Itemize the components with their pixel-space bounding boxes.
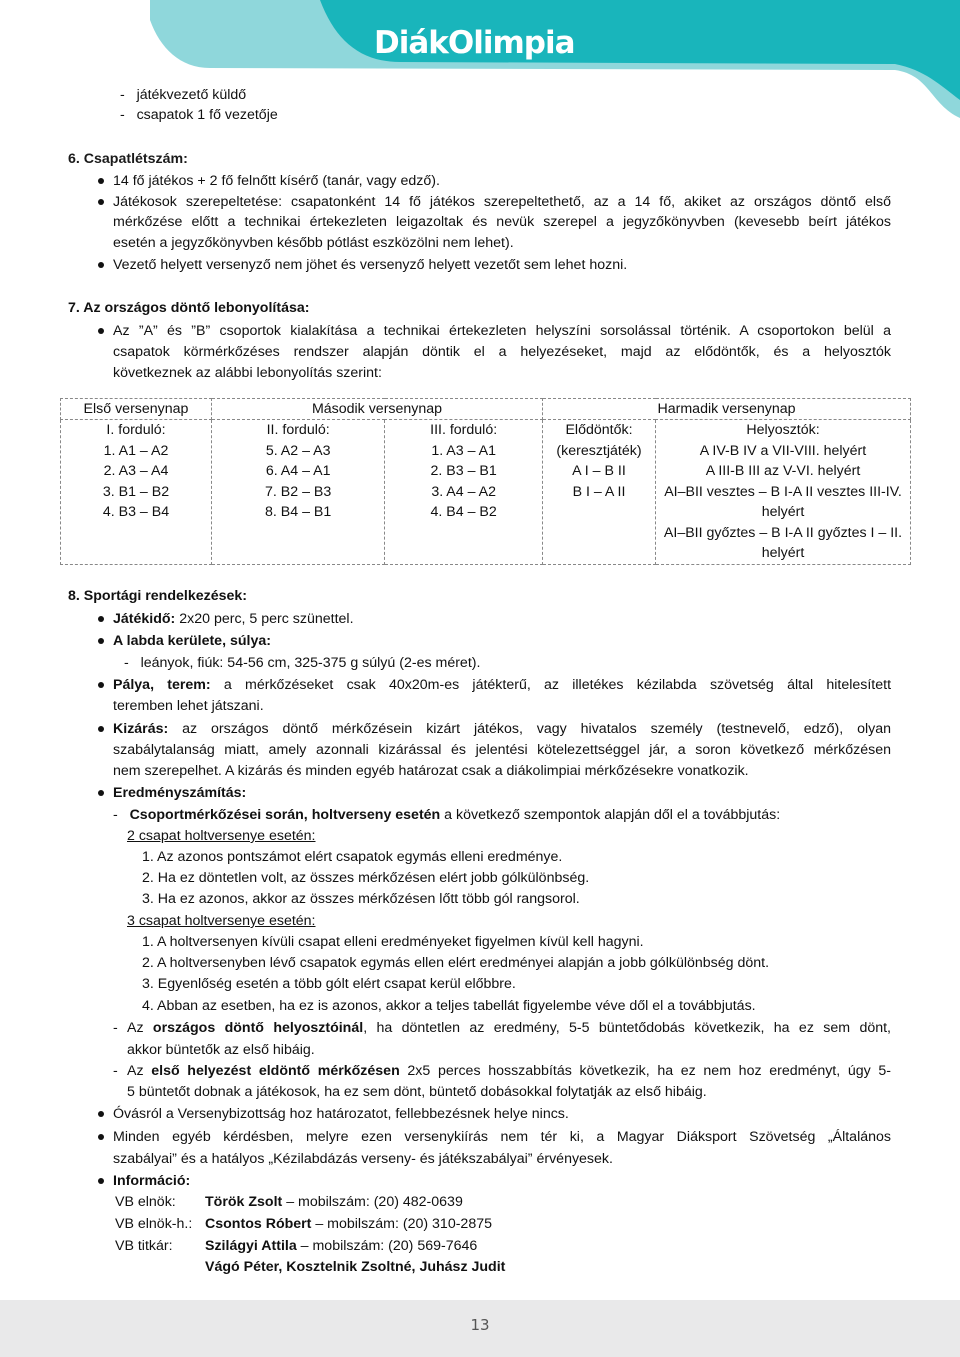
table-row [61,399,911,420]
paragraph-line: 5 büntetőt dobnak a játékosok, ha ez sem dönt, büntető dobásokkal folytatják az első hibáig. [127,1084,707,1100]
paragraph-line: 14 fő játékos + 2 fő felnőtt kísérő (tanár, vagy edző). [113,173,440,189]
placement-cell: Helyosztók: A IV-B IV a VII-VIII. helyért A III-B III az V-VI. helyért AI–BII vesztes – B I-A II vesztes III-IV. helyért AI–BII győztes – B I-A II győztes I – II. helyért [656,420,911,565]
bullet-icon [98,1111,104,1117]
list-item: 4. Abban az esetben, ha ez is azonos, akkor a teljes tabellát figyelembe véve dől el a továbbjutás. [142,998,756,1014]
semifinal-cell: Elődöntők: (keresztjáték) A I – B II B I – A II [543,420,656,565]
list-item: - játékvezető küldő [120,87,247,103]
paragraph-line: szabálytalanság miatt, amely azonnali kizárással és jelentési kötelezettséggel jár, a soron következő mérkőzésen [113,742,891,758]
list-item: - leányok, fiúk: 54-56 cm, 325-375 g súlyú (2-es méret). [124,655,481,671]
section-7-title: 7. Az országos döntő lebonyolítása: [68,300,310,316]
bullet-icon [98,616,104,622]
list-item: 3. Egyenlőség esetén a több gólt elért csapat kerül előbbre. [142,976,516,992]
bullet-icon [98,262,104,268]
list-item: - csapatok 1 fő vezetője [120,107,278,123]
contact-role: VB titkár: [115,1238,173,1254]
paragraph-line: Óvásról a Versenybizottság hoz határozatot, fellebbezésnek helye nincs. [113,1106,569,1122]
paragraph-line: Az ”A” és ”B” csoportok kialakítása a technikai értekezleten helyszíni sorsolással történik. A csoportokon belül a [113,323,891,339]
paragraph-line: akkor büntetők az első hibáig. [127,1042,315,1058]
paragraph-line: mérkőzése előtt a technikai értekezleten leigazoltak és nevük szerepel a jegyzőkönyvben (kevesebb beírt játékos [113,214,891,230]
list-item: - Csoportmérkőzései során, holtverseny esetén a következő szempontok alapján dől el a továbbjutás: [113,807,781,823]
list-item: 2. A holtversenyben lévő csapatok egymás ellen elért eredményei alapján a jobb gólkülönbség dönt. [142,955,770,971]
paragraph-line: Játékidő: 2x20 perc, 5 perc szünettel. [113,611,354,627]
day-2-header: Második versenynap [212,399,543,420]
contact-line: Török Zsolt – mobilszám: (20) 482-0639 [205,1194,463,1210]
contact-extra-names: Vágó Péter, Kosztelnik Zsoltné, Juhász Judit [205,1259,506,1275]
bullet-icon [98,682,104,688]
day-1-header: Első versenynap [61,399,212,420]
list-item: 1. A holtversenyen kívüli csapat elleni eredményeket figyelmen kívül kell hagyni. [142,934,644,950]
paragraph-line: esetén a jegyzőkönyvben később pótlást eszközölni nem lehet). [113,235,514,251]
paragraph-line: Az országos döntő helyosztóinál, ha döntetlen az eredmény, 5-5 büntetődobás következik, ha ez sem dönt, [127,1020,891,1036]
bullet-icon [98,790,104,796]
diakolimpia-logo: DiákOlimpia [374,25,575,61]
list-item: 3. Ha ez azonos, akkor az összes mérkőzésen lőtt több gól rangsorol. [142,891,580,907]
paragraph-line: Pálya, terem: a mérkőzéseket csak 40x20m-es játékterű, az illetékes kézilabda szövetség által hitelesített [113,677,892,693]
paragraph-line: teremben lehet játszani. [113,698,264,714]
subsection-title: 2 csapat holtversenye esetén: [127,828,316,844]
section-6-title: 6. Csapatlétszám: [68,151,188,167]
paragraph-line: Információ: [113,1173,191,1189]
paragraph-line: csapatok körmérkőzéses rendszer alapján döntik el a helyezéseket, majd az elődöntők, és a helyosztók [113,344,891,360]
schedule-table [60,398,911,565]
list-item: 2. Ha ez döntetlen volt, az összes mérkőzésen elért jobb gólkülönbség. [142,870,590,886]
paragraph-line: Az első helyezést eldöntő mérkőzésen 2x5 perces hosszabbítás következik, ha ez nem hoz eredményt, úgy 5- [127,1063,892,1079]
bullet-icon [98,178,104,184]
contact-line: Szilágyi Attila – mobilszám: (20) 569-7646 [205,1238,478,1254]
paragraph-line: Eredményszámítás: [113,785,247,801]
paragraph-line: Játékosok szerepeltetése: csapatonként 14 fő játékos szerepeltethető, az a 14 fő, akiket az országos döntő első [113,194,891,210]
bullet-icon [98,726,104,732]
day-3-header: Harmadik versenynap [543,399,911,420]
paragraph-line: Kizárás: az országos döntő mérkőzésein kizárt játékos, vagy hivatalos személy (testnevelő, edző), olyan [113,721,891,737]
contact-role: VB elnök: [115,1194,176,1210]
round-3-cell: III. forduló: 1. A3 – A1 2. B3 – B1 3. A4 – A2 4. B4 – B2 [385,420,543,565]
list-item: - [113,1020,118,1036]
round-1-cell: I. forduló: 1. A1 – A2 2. A3 – A4 3. B1 – B2 4. B3 – B4 [61,420,212,565]
section-8-title: 8. Sportági rendelkezések: [68,588,247,604]
paragraph-line: szabályai” és a hatályos „Kézilabdázás verseny- és játékszabályai” érvényesek. [113,1151,613,1167]
paragraph-line: Minden egyéb kérdésben, melyre ezen versenykiírás nem tér ki, a Magyar Diáksport Szövetség „Általános [113,1129,891,1145]
contact-role: VB elnök-h.: [115,1216,193,1232]
paragraph-line: következnek az alábbi lebonyolítás szerint: [113,365,382,381]
subsection-title: 3 csapat holtversenye esetén: [127,913,316,929]
paragraph-line: nem szerepelhet. A kizárás és minden egyéb határozat csak a diákolimpiai mérkőzésekre vonatkozik. [113,763,749,779]
paragraph-line: A labda kerülete, súlya: [113,633,271,649]
paragraph-line: Vezető helyett versenyző nem jöhet és versenyző helyett vezetőt sem lehet hozni. [113,257,628,273]
list-item: 1. Az azonos pontszámot elért csapatok egymás elleni eredménye. [142,849,563,865]
bullet-icon [98,1178,104,1184]
bullet-icon [98,1134,104,1140]
table-row [61,420,911,565]
bullet-icon [98,328,104,334]
round-2-cell: II. forduló: 5. A2 – A3 6. A4 – A1 7. B2 – B3 8. B4 – B1 [212,420,385,565]
list-item: - [113,1063,118,1079]
bullet-icon [98,199,104,205]
bullet-icon [98,638,104,644]
page-number: 13 [470,1316,490,1334]
contact-line: Csontos Róbert – mobilszám: (20) 310-2875 [205,1216,492,1232]
